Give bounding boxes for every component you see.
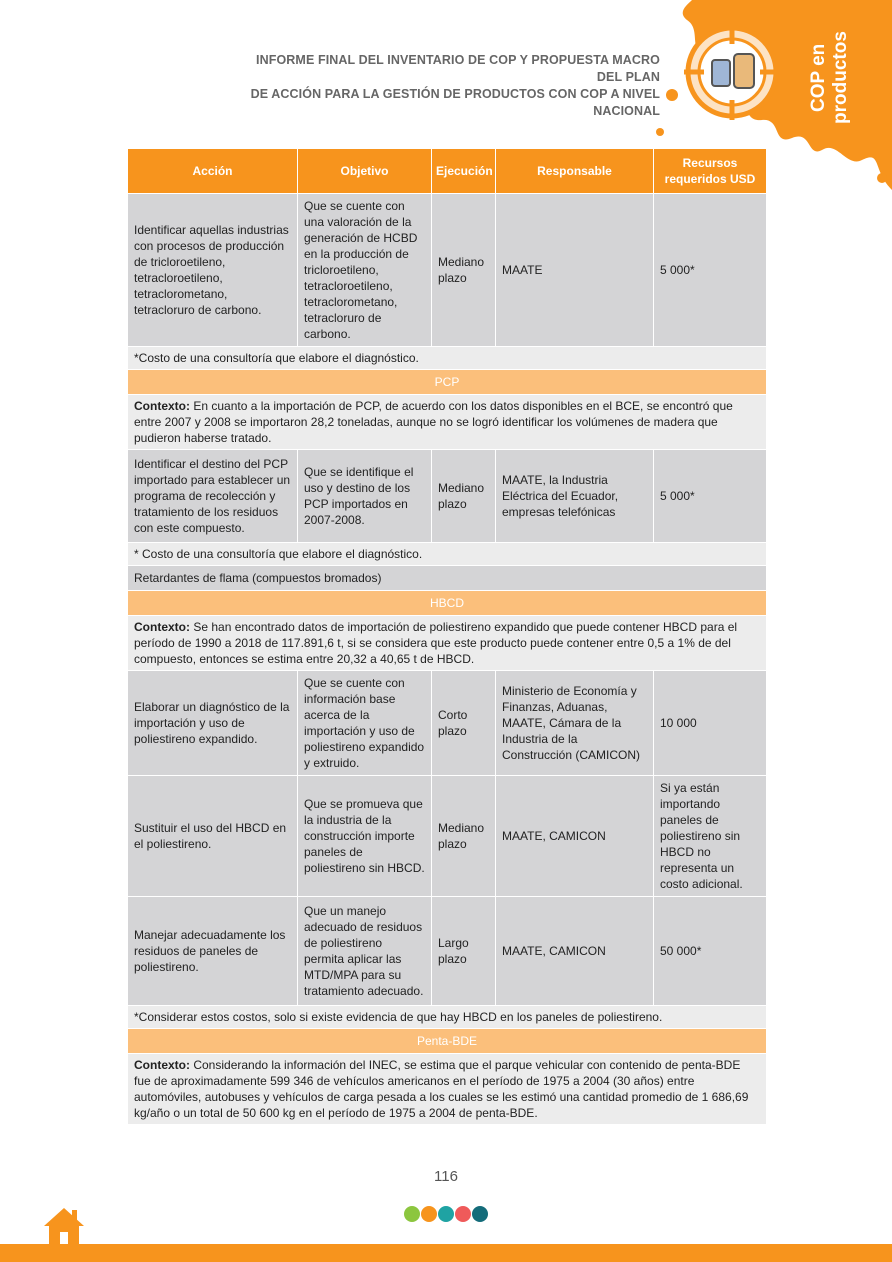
cell-accion: Identificar aquellas industrias con procesos de producción de tricloroetileno, tetracloroetileno, tetraclorometano, tetracloruro de carbono.	[128, 194, 297, 346]
cell-recursos: 10 000	[654, 671, 766, 775]
section-band-row	[128, 591, 766, 615]
cell-objetivo: Que se promueva que la industria de la construcción importe paneles de poliestireno sin HBCD.	[298, 776, 431, 896]
cell-ejecucion: Mediano plazo	[432, 450, 495, 542]
cost-note: *Considerar estos costos, solo si existe evidencia de que hay HBCD en los paneles de poliestireno.	[128, 1006, 766, 1028]
dot-orange	[421, 1206, 437, 1222]
context-text: Considerando la información del INEC, se estima que el parque vehicular con contenido de penta-BDE fue de aproximadamente 599 346 de vehículos americanos en el período de 1975 a 2004 (30 años) entre automóviles, autobuses y vehículos de carga pesada a los cuales se les estimó una cantidad promedio de 1 686,69 kg/año o un total de 50 600 kg en el período de 1975 a 2004 de penta-BDE.	[134, 1058, 749, 1120]
action-plan-table	[127, 148, 767, 1125]
cell-objetivo: Que se cuente con información base acerca de la importación y uso de poliestireno expandido y extruido.	[298, 671, 431, 775]
color-dots-decoration	[404, 1206, 488, 1222]
page-number: 116	[434, 1168, 458, 1185]
cell-recursos: Si ya están importando paneles de poliestireno sin HBCD no representa un costo adicional.	[654, 776, 766, 896]
cell-objetivo: Que se cuente con una valoración de la generación de HCBD en la producción de tricloroetileno, tetracloroetileno, tetraclorometano, tetracloruro de carbono.	[298, 194, 431, 346]
cell-recursos: 50 000*	[654, 897, 766, 1005]
section-band-row	[128, 1029, 766, 1053]
context-row	[128, 1054, 766, 1124]
table-row	[128, 671, 766, 775]
context-hbcd	[128, 616, 766, 670]
column-header: Ejecución	[432, 149, 495, 193]
context-pcp	[128, 395, 766, 449]
cell-accion: Elaborar un diagnóstico de la importación y uso de poliestireno expandido.	[128, 671, 297, 775]
context-row	[128, 395, 766, 449]
dot-dark-teal	[472, 1206, 488, 1222]
cell-ejecucion: Corto plazo	[432, 671, 495, 775]
cell-objetivo: Que un manejo adecuado de residuos de poliestireno permita aplicar las MTD/MPA para su tratamiento adecuado.	[298, 897, 431, 1005]
column-header: Acción	[128, 149, 297, 193]
cell-responsable: MAATE, CAMICON	[496, 897, 653, 1005]
cell-responsable: MAATE, CAMICON	[496, 776, 653, 896]
cell-ejecucion: Mediano plazo	[432, 776, 495, 896]
table-row	[128, 450, 766, 542]
context-row	[128, 616, 766, 670]
header-line-1: INFORME FINAL DEL INVENTARIO DE COP Y PROPUESTA MACRO DEL PLAN	[256, 53, 660, 84]
cell-ejecucion: Largo plazo	[432, 897, 495, 1005]
cell-accion: Manejar adecuadamente los residuos de paneles de poliestireno.	[128, 897, 297, 1005]
cell-responsable: MAATE, la Industria Eléctrica del Ecuador, empresas telefónicas	[496, 450, 653, 542]
cell-recursos: 5 000*	[654, 450, 766, 542]
context-label: Contexto:	[134, 399, 190, 413]
home-icon[interactable]	[40, 1204, 88, 1246]
header-line-2: DE ACCIÓN PARA LA GESTIÓN DE PRODUCTOS CON COP A NIVEL NACIONAL	[250, 87, 660, 118]
table-note-row	[128, 543, 766, 565]
context-text: Se han encontrado datos de importación de poliestireno expandido que puede contener HBCD para el período de 1990 a 2018 de 117.891,6 t, si se considera que este producto puede contener entre 0,5 a 1% de del compuesto, entonces se estima entre 20,32 a 40,65 t de HBCD.	[134, 620, 738, 666]
subheading-retardantes: Retardantes de flama (compuestos bromados)	[128, 566, 766, 590]
cell-accion: Identificar el destino del PCP importado para establecer un programa de recolección y tratamiento de los residuos con este compuesto.	[128, 450, 297, 542]
cell-accion: Sustituir el uso del HBCD en el poliestireno.	[128, 776, 297, 896]
subheading-row	[128, 566, 766, 590]
column-header: Responsable	[496, 149, 653, 193]
context-label: Contexto:	[134, 1058, 190, 1072]
dot-green	[404, 1206, 420, 1222]
table-row	[128, 897, 766, 1005]
context-text: En cuanto a la importación de PCP, de acuerdo con los datos disponibles en el BCE, se encontró que entre 2007 y 2008 se importaron 28,2 toneladas, aunque no se logró identificar los volúmenes de madera que pudieron haberse tratado.	[134, 399, 733, 445]
cell-recursos: 5 000*	[654, 194, 766, 346]
context-label: Contexto:	[134, 620, 190, 634]
section-band-hbcd: HBCD	[128, 591, 766, 615]
table-row	[128, 776, 766, 896]
cop-products-emblem-icon	[682, 22, 782, 122]
table-row	[128, 194, 766, 346]
context-penta	[128, 1054, 766, 1124]
cell-responsable: MAATE	[496, 194, 653, 346]
cell-responsable: Ministerio de Economía y Finanzas, Aduanas, MAATE, Cámara de la Industria de la Construcción (CAMICON)	[496, 671, 653, 775]
table-header-row	[128, 149, 766, 193]
section-tab-label: COP en productos	[808, 31, 851, 125]
document-header	[230, 52, 660, 120]
section-band-penta: Penta-BDE	[128, 1029, 766, 1053]
section-band-row	[128, 370, 766, 394]
cell-objetivo: Que se identifique el uso y destino de los PCP importados en 2007-2008.	[298, 450, 431, 542]
dot-teal	[438, 1206, 454, 1222]
footer-bar	[0, 1244, 892, 1262]
cost-note: *Costo de una consultoría que elabore el diagnóstico.	[128, 347, 766, 369]
column-header: Recursos requeridos USD	[654, 149, 766, 193]
table-note-row	[128, 1006, 766, 1028]
section-band-pcp: PCP	[128, 370, 766, 394]
cell-ejecucion: Mediano plazo	[432, 194, 495, 346]
table-note-row	[128, 347, 766, 369]
column-header: Objetivo	[298, 149, 431, 193]
cost-note: * Costo de una consultoría que elabore el diagnóstico.	[128, 543, 766, 565]
dot-red	[455, 1206, 471, 1222]
